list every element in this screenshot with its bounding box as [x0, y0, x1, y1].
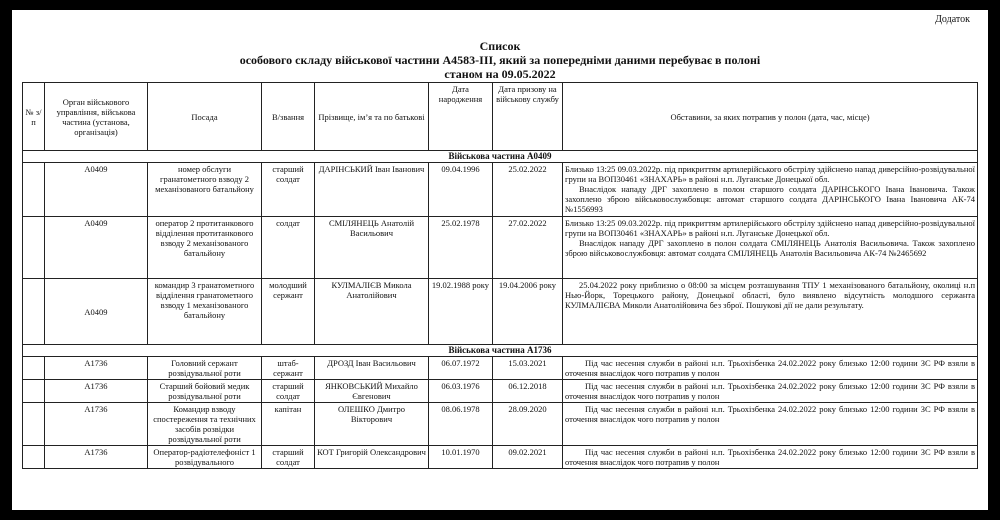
cell-name: ДРОЗД Іван Васильович	[315, 357, 429, 380]
cell-organ: А0409	[45, 163, 148, 217]
cell-rank: старший солдат	[262, 380, 315, 403]
cell-name: КУЛМАЛІЄВ Микола Анатолійович	[315, 279, 429, 345]
cell-organ: А1736	[45, 403, 148, 446]
cell-circumstances	[563, 403, 978, 446]
cell-position: Командир взводу спостереження та технічних засобів розвідки розвідувальної роти	[148, 403, 262, 446]
header-organ: Орган військового управління, військова частина (установа, організація)	[45, 83, 148, 151]
cell-conscription: 06.12.2018	[493, 380, 563, 403]
cell-circumstances	[563, 279, 978, 345]
circumstances-para: 25.04.2022 року приблизно о 08:00 за місцем розташування ТПУ 1 механізованого батальйону, околиці н.п Нью-Йорк, Торецького району, Донецької області, було виявлено відсутність молодшого сержанта КУЛМАЛІЄВА Миколи Анатолійовича без зброї. Пошукові дії не дали результату.	[565, 280, 975, 310]
circumstances-para: Під час несення служби в районі н.п. Трьохізбенка 24.02.2022 року близько 12:00 години ЗС РФ взяли в оточення внаслідок чого потрапив у полон	[565, 447, 975, 467]
circumstances-para: Під час несення служби в районі н.п. Трьохізбенка 24.02.2022 року близько 12:00 години ЗС РФ взяли в оточення внаслідок чого потрапив у полон	[565, 381, 975, 401]
unit-heading: Військова частина А1736	[23, 345, 978, 357]
cell-circumstances	[563, 446, 978, 469]
cell-organ: А1736	[45, 446, 148, 469]
cell-position: номер обслуги гранатометного взводу 2 механізованого батальйону	[148, 163, 262, 217]
cell-name: ЯНКОВСЬКИЙ Михайло Євгенович	[315, 380, 429, 403]
cell-conscription: 28.09.2020	[493, 403, 563, 446]
table-header-row	[23, 83, 978, 151]
cell-rank: старший солдат	[262, 163, 315, 217]
circumstances-para: Під час несення служби в районі н.п. Трьохізбенка 24.02.2022 року близько 12:00 години ЗС РФ взяли в оточення внаслідок чого потрапив у полон	[565, 404, 975, 424]
cell-rank: солдат	[262, 217, 315, 279]
cell-position: Головний сержант розвідувальної роти	[148, 357, 262, 380]
cell-dob: 10.01.1970	[429, 446, 493, 469]
table-row	[23, 380, 978, 403]
cell-organ: А1736	[45, 380, 148, 403]
document-title	[12, 39, 988, 81]
cell-rank: штаб-сержант	[262, 357, 315, 380]
cell-conscription: 19.04.2006 року	[493, 279, 563, 345]
cell-circumstances	[563, 217, 978, 279]
cell-position: Оператор-радіотелефоніст 1 розвідувального	[148, 446, 262, 469]
cell-name: КОТ Григорій Олександрович	[315, 446, 429, 469]
circumstances-para: Під час несення служби в районі н.п. Трьохізбенка 24.02.2022 року близько 12:00 години ЗС РФ взяли в оточення внаслідок чого потрапив у полон	[565, 358, 975, 378]
cell-organ: А1736	[45, 357, 148, 380]
cell-name: ОЛЕШКО Дмитро Вікторович	[315, 403, 429, 446]
cell-conscription: 15.03.2021	[493, 357, 563, 380]
cell-name: СМІЛЯНЕЦЬ Анатолій Васильович	[315, 217, 429, 279]
header-name: Прізвище, ім’я та по батькові	[315, 83, 429, 151]
cell-name: ДАРІНСЬКИЙ Іван Іванович	[315, 163, 429, 217]
table-row	[23, 446, 978, 469]
cell-circumstances	[563, 163, 978, 217]
cell-dob: 09.04.1996	[429, 163, 493, 217]
unit-heading: Військова частина А0409	[23, 151, 978, 163]
header-position: Посада	[148, 83, 262, 151]
cell-position: оператор 2 протитанкового відділення протитанкового взводу 2 механізованого батальйону	[148, 217, 262, 279]
header-dob: Дата народження	[429, 83, 493, 151]
table-row	[23, 217, 978, 279]
header-rank: В/звання	[262, 83, 315, 151]
cell-rank: старший солдат	[262, 446, 315, 469]
circumstances-para: Внаслідок нападу ДРГ захоплено в полон старшого солдата ДАРІНСЬКОГО Івана Івановича. Також захоплено зброю військовослужбовця: автомат старшого солдата ДАРІНСЬКОГО Івана Івановича АК-74 №1556993	[565, 184, 975, 214]
unit-heading-row	[23, 151, 978, 163]
cell-dob: 06.07.1972	[429, 357, 493, 380]
cell-organ: А0409	[45, 217, 148, 279]
cell-dob: 19.02.1988 року	[429, 279, 493, 345]
personnel-table	[22, 82, 978, 469]
cell-circumstances	[563, 357, 978, 380]
table-row	[23, 279, 978, 345]
cell-dob: 08.06.1978	[429, 403, 493, 446]
cell-conscription: 09.02.2021	[493, 446, 563, 469]
cell-conscription: 25.02.2022	[493, 163, 563, 217]
cell-circumstances	[563, 380, 978, 403]
cell-dob: 25.02.1978	[429, 217, 493, 279]
unit-heading-row	[23, 345, 978, 357]
title-line-3: станом на 09.05.2022	[444, 67, 556, 81]
addendum-label: Додаток	[935, 14, 970, 25]
circumstances-para: Близько 13:25 09.03.2022р. під прикриттям артилерійського обстрілу здійснено напад диверсійно-розвідувальної групи на ВОП30461 «ЗНАХАРЬ» в районі н.п. Луганське Донецької обл.	[565, 218, 975, 238]
table-row	[23, 403, 978, 446]
cell-position: Старший бойовий медик розвідувальної роти	[148, 380, 262, 403]
table-row	[23, 357, 978, 380]
cell-dob: 06.03.1976	[429, 380, 493, 403]
circumstances-para: Внаслідок нападу ДРГ захоплено в полон солдата СМІЛЯНЕЦЬ Анатолія Васильовича. Також захоплено зброю військовослужбовця: автомат солдата СМІЛЯНЕЦЬ Анатолія Васильовича АК-74 №2465692	[565, 238, 975, 258]
cell-rank: молодший сержант	[262, 279, 315, 345]
cell-position: командир 3 гранатометного відділення гранатометного взводу 1 механізованого батальйону	[148, 279, 262, 345]
circumstances-para: Близько 13:25 09.03.2022р. під прикриттям артилерійського обстрілу здійснено напад диверсійно-розвідувальної групи на ВОП30461 «ЗНАХАРЬ» в районі н.п. Луганське Донецької обл.	[565, 164, 975, 184]
header-num: № з/п	[23, 83, 45, 151]
cell-rank: капітан	[262, 403, 315, 446]
cell-conscription: 27.02.2022	[493, 217, 563, 279]
title-line-2: особового складу військової частини А4583-ІІІ, який за попередніми даними перебуває в полоні	[239, 53, 761, 67]
title-line-1: Список	[479, 39, 521, 53]
table-row	[23, 163, 978, 217]
cell-organ: А0409	[45, 279, 148, 345]
document-page	[12, 10, 988, 510]
header-conscription: Дата призову на військову службу	[493, 83, 563, 151]
header-circumstances: Обставини, за яких потрапив у полон (дата, час, місце)	[563, 83, 978, 151]
